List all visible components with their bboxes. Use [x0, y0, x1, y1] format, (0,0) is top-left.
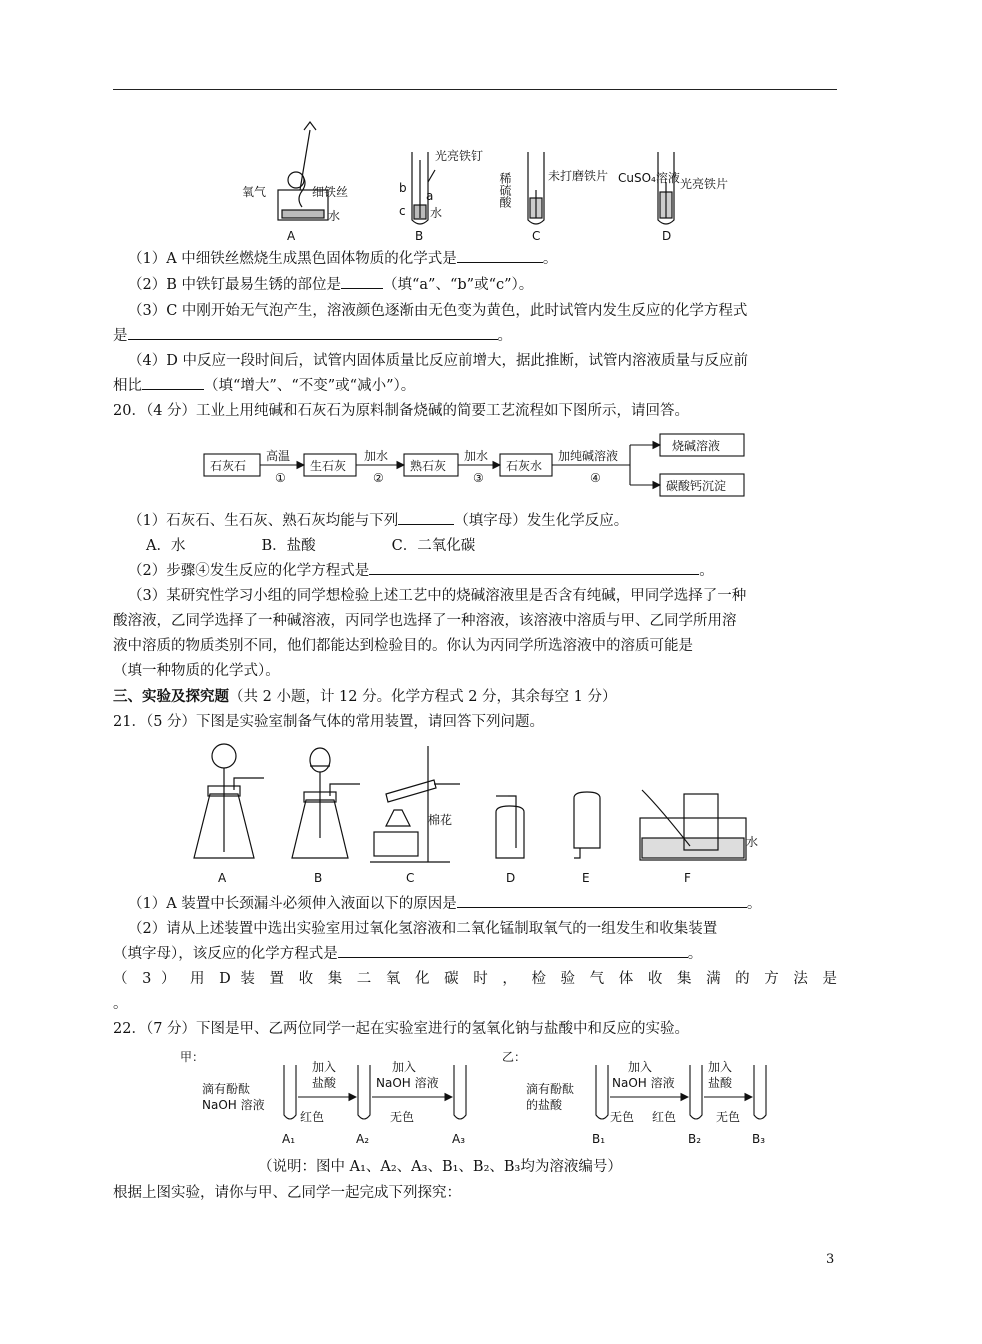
q21-2b: （填字母），该反应的化学方程式是 。	[113, 943, 837, 965]
q21-2: （2）请从上述装置中选出实验室用过氧化氢溶液和二氧化锰制取氧气的一组发生和收集装置	[128, 921, 718, 937]
flow-step4-num: ④	[590, 471, 601, 485]
jia-label: 甲：	[180, 1050, 205, 1064]
label-b3: B₃	[752, 1132, 766, 1146]
page-number: 3	[826, 1252, 835, 1267]
flow-box-caco3: 碳酸钙沉淀	[666, 479, 727, 493]
caption-d: D	[506, 871, 516, 885]
d-cuso4-label: CuSO₄溶液	[618, 171, 680, 185]
caption-b: B	[314, 871, 323, 885]
c-iron-label: 未打磨铁片	[548, 169, 609, 183]
q19-2: （2）B 中铁钉最易生锈的部位是 （填“a”、“b”或“c”）。	[128, 274, 852, 296]
caption-c: C	[406, 871, 415, 885]
jia-start-2: NaOH 溶液	[202, 1098, 265, 1112]
q21-3: （ 3 ） 用 D 装 置 收 集 二 氧 化 碳 时 ， 检 验 气 体 收 集 满 的 方 法 是	[113, 971, 837, 987]
label-b1: B₁	[592, 1132, 606, 1146]
a-water-label: 水	[328, 209, 341, 223]
q19-4b: 相比 （填“增大”、“不变”或“减小”）。	[113, 375, 837, 397]
flow-step2-num: ②	[373, 471, 384, 485]
q19-3b: 是 。	[113, 325, 837, 347]
label-a1: A₁	[282, 1132, 296, 1146]
jia-add-2: 加入	[392, 1060, 417, 1074]
neutralization-figure	[176, 1045, 796, 1153]
c-acid-label: 稀硫酸	[498, 172, 512, 208]
label-a3: A₃	[452, 1132, 466, 1146]
b-label-a: a	[426, 189, 434, 203]
jia-hcl: 盐酸	[312, 1076, 337, 1090]
flow-step1-num: ①	[275, 471, 286, 485]
flow-box-slakedlime: 熟石灰	[410, 459, 447, 473]
q19-3: （3）C 中刚开始无气泡产生，溶液颜色逐渐由无色变为黄色，此时试管内发生反应的化学方程式	[128, 303, 748, 319]
caption-d: D	[662, 229, 672, 243]
apparatus-a	[278, 122, 328, 220]
caption-a: A	[287, 229, 296, 243]
label-a2: A₂	[356, 1132, 370, 1146]
q21-1: （1）A 装置中长颈漏斗必须伸入液面以下的原因是 。	[128, 893, 852, 915]
flow-box-quicklime: 生石灰	[310, 459, 347, 473]
q20-3d: （填一种物质的化学式）。	[113, 663, 280, 679]
yi-hcl: 盐酸	[708, 1076, 733, 1090]
cotton-label: 棉花	[428, 813, 453, 827]
apparatus-d	[658, 152, 674, 224]
q22-end: 根据上图实验，请你与甲、乙同学一起完成下列探究：	[113, 1185, 461, 1201]
label-b2: B₂	[688, 1132, 702, 1146]
yi-start-2: 的盐酸	[526, 1098, 563, 1112]
flow-step3-num: ③	[473, 471, 484, 485]
q21-title: 21．（5 分）下图是实验室制备气体的常用装置，请回答下列问题。	[113, 714, 545, 730]
q22-note: （说明：图中 A₁、A₂、A₃、B₁、B₂、B₃均为溶液编号）	[258, 1159, 622, 1175]
header-rule	[113, 89, 837, 90]
yi-label: 乙：	[502, 1050, 527, 1064]
q21-3b: 。	[113, 996, 128, 1012]
q20-1: （1）石灰石、生石灰、熟石灰均能与下列 （填字母）发生化学反应。	[128, 510, 852, 532]
a1-red: 红色	[300, 1110, 325, 1124]
q20-2: （2）步骤④发生反应的化学方程式是 。	[128, 560, 852, 582]
flow-step1-top: 高温	[266, 449, 291, 463]
q19-1: （1）A 中细铁丝燃烧生成黑色固体物质的化学式是 。	[128, 248, 852, 270]
yi-add-1: 加入	[628, 1060, 653, 1074]
d-iron-label: 光亮铁片	[680, 177, 729, 191]
b-label-c: c	[399, 204, 406, 218]
b2-colorless: 无色	[716, 1110, 741, 1124]
q19-4: （4）D 中反应一段时间后，试管内固体质量比反应前增大，据此推断，试管内溶液质量与反应前	[128, 353, 748, 369]
q20-3a: （3）某研究性学习小组的同学想检验上述工艺中的烧碱溶液里是否含有纯碱，甲同学选择了一种	[128, 588, 747, 604]
q20-3b: 酸溶液，乙同学选择了一种碱溶液，丙同学也选择了一种溶液，该溶液中溶质与甲、乙同学所用溶	[113, 613, 737, 629]
q20-title: 20．（4 分）工业上用纯碱和石灰石为原料制备烧碱的简要工艺流程如下图所示，请回答。	[113, 403, 690, 419]
q20-3c: 液中溶质的物质类别不同，他们都能达到检验目的。你认为丙同学所选溶液中的溶质可能是	[113, 638, 693, 654]
jia-add-1: 加入	[312, 1060, 337, 1074]
a-oxygen-label: 氧气	[242, 185, 267, 199]
flow-box-limestone: 石灰石	[210, 459, 247, 473]
iron-experiments-figure	[230, 120, 729, 245]
flow-step2-top: 加水	[364, 449, 389, 463]
gas-apparatus-figure	[190, 738, 770, 890]
q20-options: A．水 B．盐酸 C．二氧化碳	[146, 538, 476, 554]
caption-b: B	[415, 229, 424, 243]
flow-step4-top: 加纯碱溶液	[558, 449, 619, 463]
jia-start-1: 滴有酚酞	[202, 1082, 251, 1096]
caption-a: A	[218, 871, 227, 885]
apparatus-c	[528, 152, 544, 224]
jia-naoh: NaOH 溶液	[376, 1076, 439, 1090]
caption-c: C	[532, 229, 541, 243]
flow-box-limewater: 石灰水	[506, 459, 543, 473]
a-wire-label: 细铁丝	[312, 185, 349, 199]
flow-box-naoh: 烧碱溶液	[672, 439, 721, 453]
b1-colorless: 无色	[610, 1110, 635, 1124]
q22-title: 22．（7 分）下图是甲、乙两位同学一起在实验室进行的氢氧化钠与盐酸中和反应的实验。	[113, 1021, 690, 1037]
yi-start-1: 滴有酚酞	[526, 1082, 575, 1096]
b2-red: 红色	[652, 1110, 677, 1124]
b-water-label: 水	[430, 206, 443, 220]
yi-naoh: NaOH 溶液	[612, 1076, 675, 1090]
yi-add-2: 加入	[708, 1060, 733, 1074]
caption-e: E	[582, 871, 590, 885]
b-nail-label: 光亮铁钉	[435, 149, 484, 163]
section-3-heading: 三、实验及探究题（共 2 小题，计 12 分。化学方程式 2 分，其余每空 1 分）	[113, 688, 617, 705]
a2-colorless: 无色	[390, 1110, 415, 1124]
b-label-b: b	[399, 181, 407, 195]
caption-f: F	[684, 871, 691, 885]
flow-step3-top: 加水	[464, 449, 489, 463]
f-water-label: 水	[746, 835, 759, 849]
caustic-soda-flowchart	[200, 430, 760, 502]
